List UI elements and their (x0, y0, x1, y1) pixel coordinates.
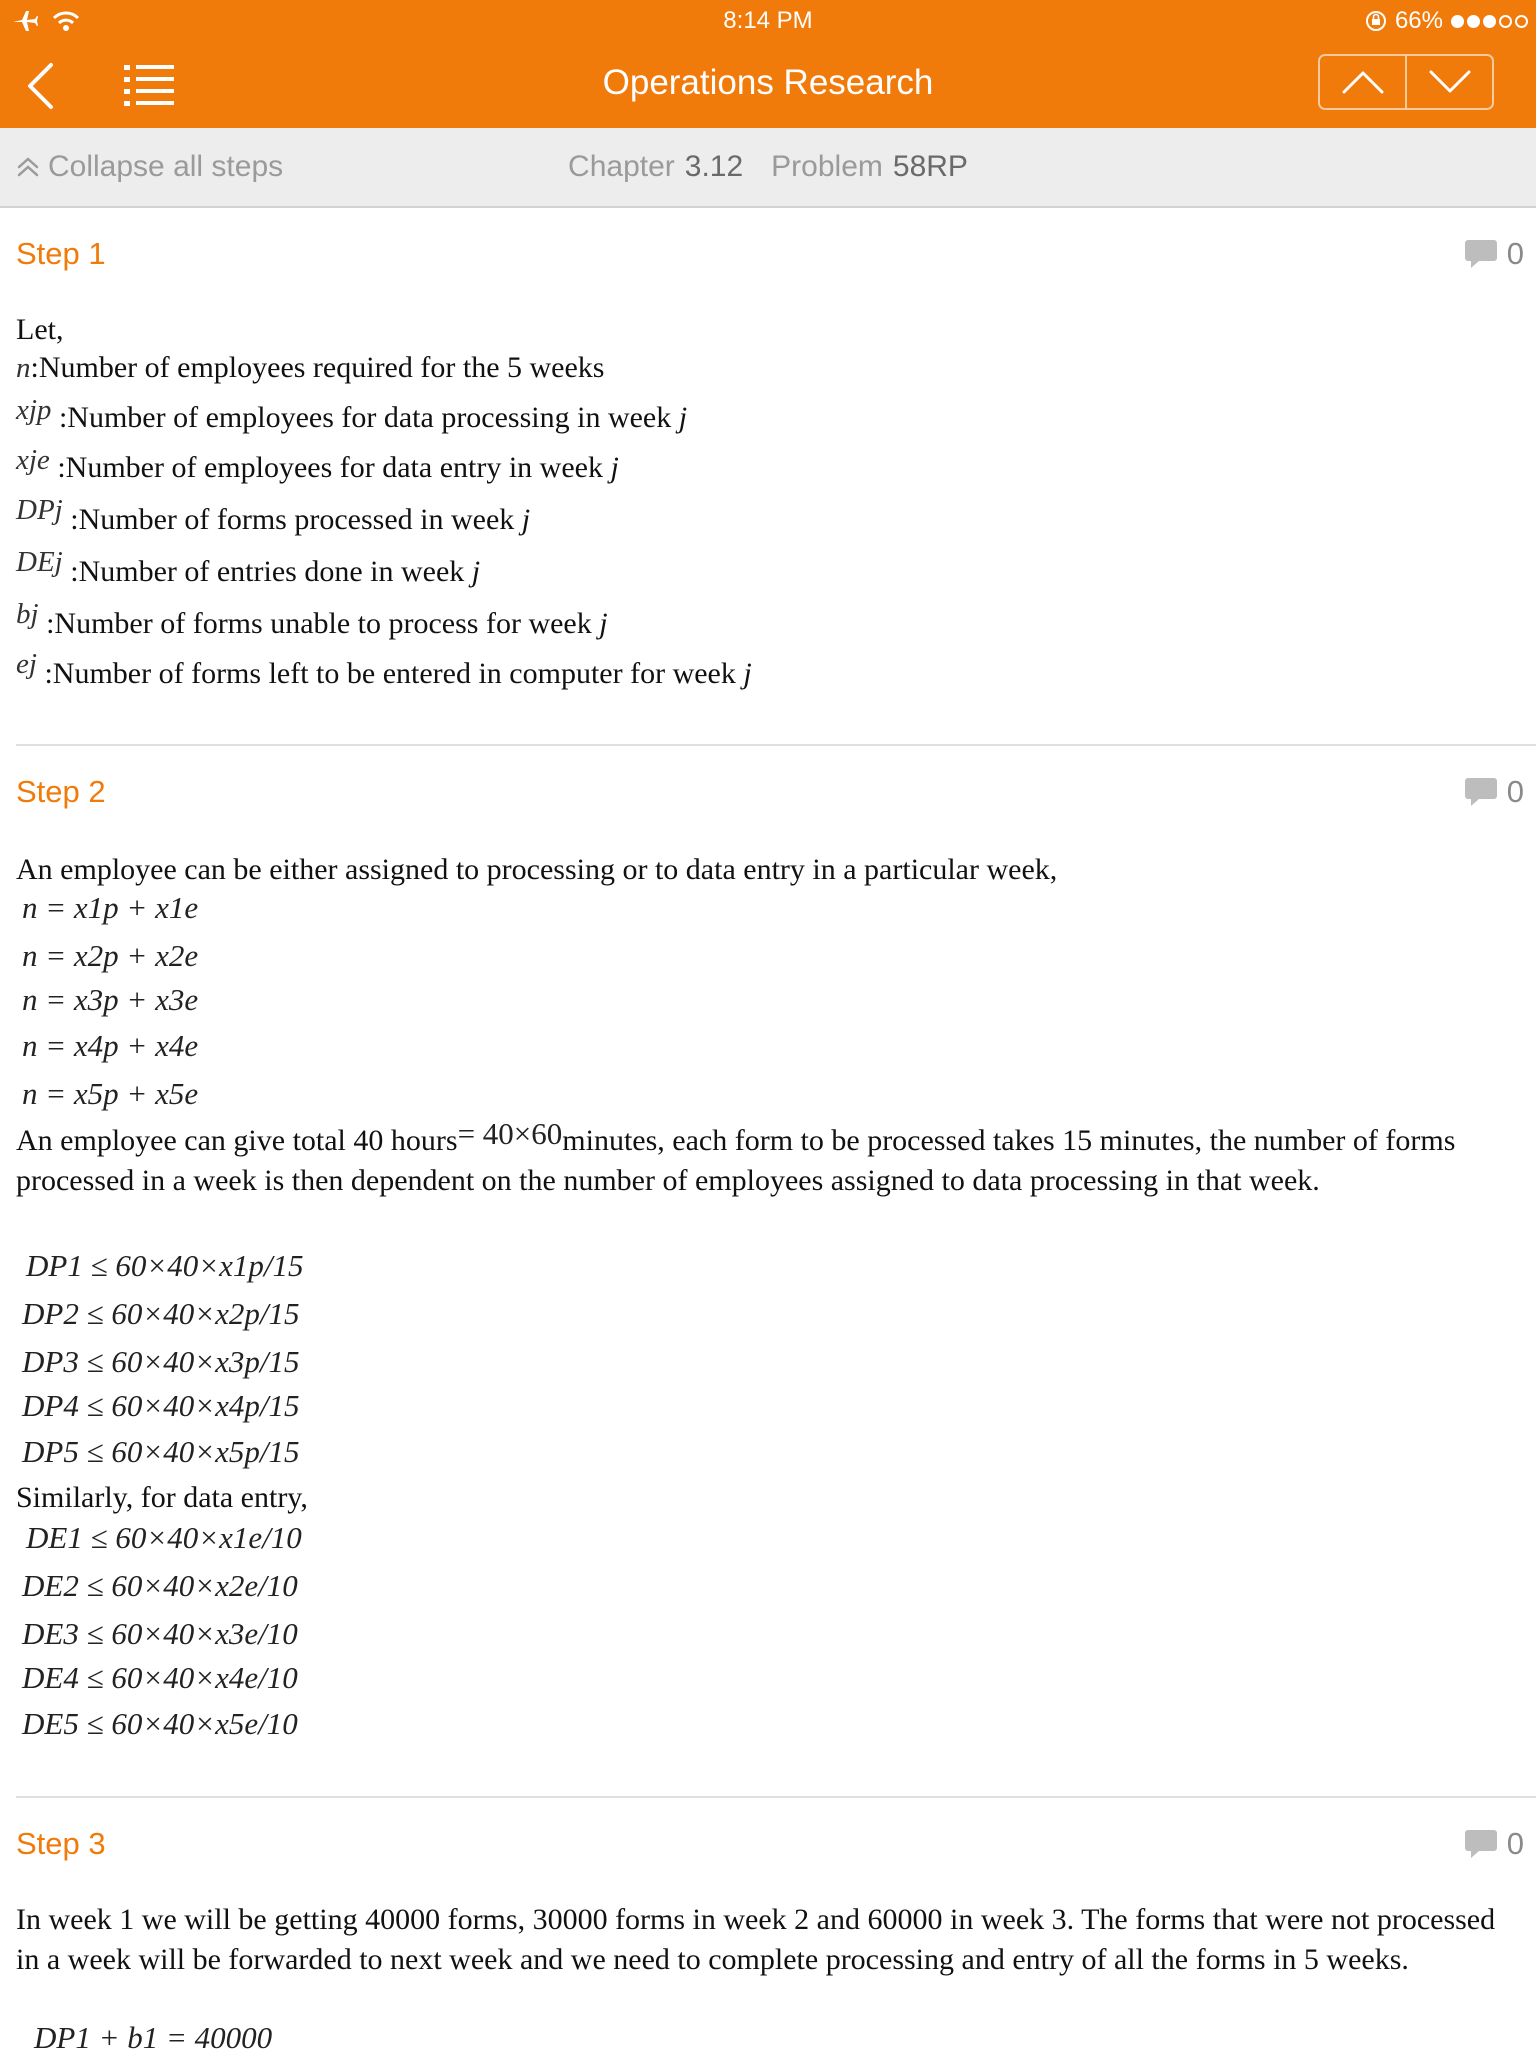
equation: DP5 ≤ 60×40×x5p/15 (22, 1434, 300, 1469)
definition-symbol: xje (16, 444, 50, 476)
equation: n = x4p + x4e (22, 1028, 199, 1063)
next-button[interactable] (1405, 56, 1492, 108)
definition-text: Number of employees for data entry in week (65, 451, 611, 484)
step-2-paragraph: An employee can give total 40 hours= 40×60minutes, each form to be processed takes 15 minutes, the number of forms processed in a week is then dependent on the number of employees assigned to data processing in that week. (16, 1116, 1456, 1197)
definition-row: DEj :Number of entries done in week j (16, 546, 481, 588)
equation: n = x2p + x2e (22, 938, 199, 973)
definition-row: xje :Number of employees for data entry in week j (16, 444, 619, 484)
comment-count: 0 (1506, 1826, 1524, 1861)
chapter-number: 3.12 (684, 150, 744, 183)
equation: DP2 ≤ 60×40×x2p/15 (22, 1296, 300, 1331)
definition-symbol: xjp (16, 394, 52, 426)
step-2-paragraph: An employee can be either assigned to processing or to data entry in a particular week, (16, 853, 1058, 886)
chapter-label: Chapter (568, 150, 675, 183)
comment-icon (1463, 1828, 1499, 1860)
step-navigation (1318, 54, 1494, 110)
problem-label: Problem (771, 150, 883, 183)
step-1-title[interactable]: Step 1 (16, 236, 106, 271)
step-divider (16, 744, 1536, 746)
step-3-paragraph: In week 1 we will be getting 40000 forms, 30000 forms in week 2 and 60000 in week 3. The forms that were not processed in a week will be forwarded to next week and we need to complete processing and entry of all the forms in 5 weeks. (16, 1903, 1496, 1976)
rotation-lock-icon (1365, 10, 1387, 32)
definition-text: Number of forms unable to process for week (54, 607, 600, 640)
inline-equation: = 40×60 (457, 1116, 563, 1151)
signal-strength-icon (1451, 15, 1528, 28)
problem-number: 58RP (892, 150, 968, 183)
comment-icon (1463, 776, 1499, 808)
definition-symbol: bj (16, 598, 39, 630)
step-3-title[interactable]: Step 3 (16, 1826, 106, 1861)
chevron-up-icon (1341, 69, 1385, 95)
equation: DP1 + b1 = 40000 (34, 2020, 273, 2055)
definition-text: Number of employees for data processing in week (67, 401, 679, 434)
equation: DE1 ≤ 60×40×x1e/10 (26, 1520, 302, 1555)
status-time: 8:14 PM (723, 7, 813, 34)
definition-symbol: n (16, 352, 31, 384)
equation: DE5 ≤ 60×40×x5e/10 (22, 1706, 298, 1741)
equation: DP3 ≤ 60×40×x3p/15 (22, 1344, 300, 1379)
comment-count: 0 (1506, 236, 1524, 271)
step-3-comments[interactable] (1463, 1822, 1524, 1866)
equation: n = x5p + x5e (22, 1076, 199, 1111)
step-2-title[interactable]: Step 2 (16, 774, 106, 809)
equation: DP1 ≤ 60×40×x1p/15 (26, 1248, 304, 1283)
definition-symbol: ej (16, 648, 37, 680)
battery-percent: 66% (1394, 7, 1443, 34)
step-2-paragraph: Similarly, for data entry, (16, 1481, 308, 1514)
step-1-comments[interactable] (1463, 232, 1524, 276)
definition-row: xjp :Number of employees for data processing in week j (16, 394, 688, 434)
definition-text: Number of entries done in week (78, 555, 472, 588)
step-2-comments[interactable] (1463, 770, 1524, 814)
equation: n = x1p + x1e (22, 890, 199, 925)
equation: DE3 ≤ 60×40×x3e/10 (22, 1616, 298, 1651)
chapter-info (0, 128, 1536, 206)
step-1-intro: Let, (16, 313, 64, 346)
definition-row: bj :Number of forms unable to process for week j (16, 598, 608, 640)
chevron-down-icon (1428, 69, 1472, 95)
definition-row: n:Number of employees required for the 5 weeks (16, 351, 605, 384)
definition-row: DPj :Number of forms processed in week j (16, 494, 531, 536)
definition-row: ej :Number of forms left to be entered in computer for week j (16, 648, 752, 690)
page-title: Operations Research (602, 63, 934, 102)
comment-icon (1463, 238, 1499, 270)
collapse-all-label: Collapse all steps (48, 150, 284, 183)
status-right (1365, 6, 1528, 36)
equation: DE2 ≤ 60×40×x2e/10 (22, 1568, 298, 1603)
definition-text: Number of employees required for the 5 weeks (38, 351, 605, 384)
definition-symbol: DEj (16, 546, 63, 578)
definition-symbol: DPj (16, 494, 63, 526)
definition-text: Number of forms left to be entered in computer for week (52, 657, 744, 690)
top-bar (0, 0, 1536, 128)
step-divider (16, 1796, 1536, 1798)
equation: DP4 ≤ 60×40×x4p/15 (22, 1388, 300, 1423)
comment-count: 0 (1506, 774, 1524, 809)
definition-text: Number of forms processed in week (78, 503, 522, 536)
equation: n = x3p + x3e (22, 982, 199, 1017)
previous-button[interactable] (1320, 56, 1405, 108)
equation: DE4 ≤ 60×40×x4e/10 (22, 1660, 298, 1695)
sub-header (0, 128, 1536, 208)
